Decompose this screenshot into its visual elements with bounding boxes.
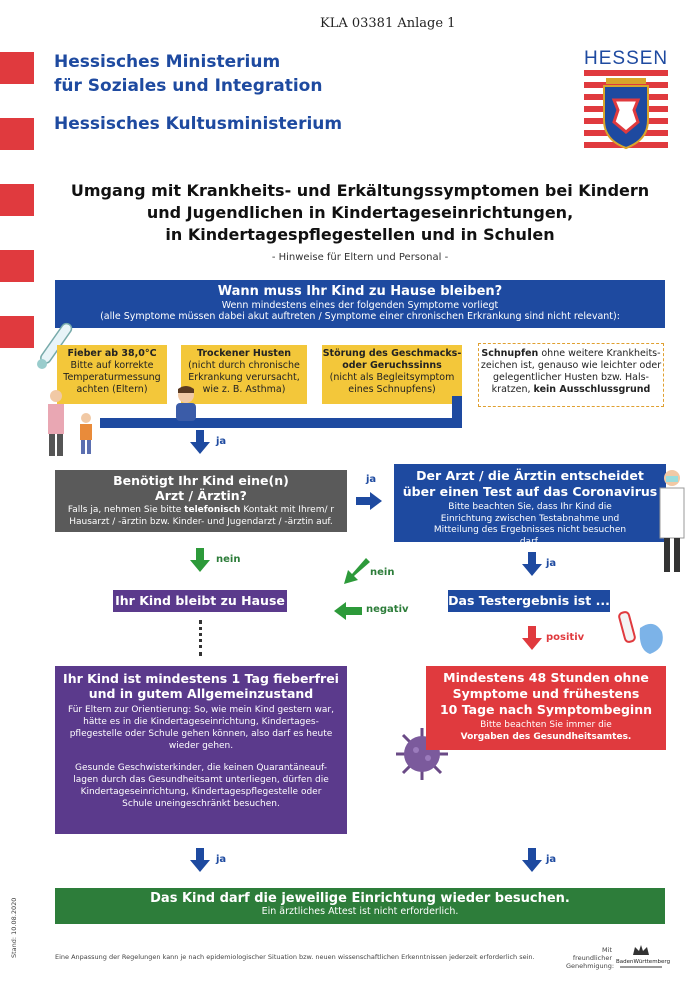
test-tube-glove-icon <box>618 608 668 658</box>
approval-line2: Genehmigung: <box>566 962 615 970</box>
arrow-diagonal-icon <box>344 558 370 584</box>
side-stripe <box>0 52 34 84</box>
hessen-label: HESSEN <box>584 48 669 69</box>
page-subtitle: - Hinweise für Eltern und Personal - <box>271 252 449 263</box>
doctor-question-title2: Arzt / Ärztin? <box>155 488 247 503</box>
label-negativ: negativ <box>366 604 409 615</box>
label-nein-2: nein <box>370 567 395 578</box>
symptom-cold-box <box>478 343 664 407</box>
footer-note: Eine Anpassung der Regelungen kann je nach epidemiologischer Situation bzw. neuen wissenschaftlichen Erkenntnissen jederzeit erforderlich sein. <box>55 953 535 961</box>
question-home-line2: (alle Symptome müssen dabei akut auftreten / Symptome einer chronischen Erkrankung sind nicht relevant): <box>100 311 620 322</box>
doctor-question-text-post: Kontakt mit Ihrem/ r Hausarzt / -ärztin bzw. Kinder- und Jugendarzt / -ärztin auf. <box>69 505 335 527</box>
fever-free-para1: Für Eltern zur Orientierung: So, wie mein Kind gestern war, hätte es in die Kindertageseinrichtung, Kindertages-pflegestelle oder Schule gehen können, also darf es heute wieder gehen. <box>68 705 334 751</box>
doctor-illustration-icon <box>652 466 692 576</box>
arrow-down-icon <box>522 552 542 576</box>
connector-bar <box>100 418 462 428</box>
side-stripe <box>0 316 34 348</box>
hessen-logo <box>584 48 668 154</box>
ministry-social-line2: für Soziales und Integration <box>54 76 323 96</box>
label-ja-4: ja <box>216 854 227 865</box>
label-ja-5: ja <box>546 854 557 865</box>
parent-child-illustration-icon <box>42 388 102 458</box>
coughing-child-illustration-icon <box>168 385 204 425</box>
arrow-down-icon <box>190 848 210 872</box>
positive-result-box <box>426 666 666 750</box>
doctor-question-text-bold: telefonisch <box>184 505 241 515</box>
label-ja-1: ja <box>216 436 227 447</box>
arrow-down-icon <box>522 848 542 872</box>
bw-label: BadenWürttemberg <box>616 959 671 965</box>
page-title-line3: in Kindertagespflegestellen und in Schulen <box>165 225 555 244</box>
arrow-down-icon <box>190 430 210 454</box>
doctor-decides-box <box>394 464 666 547</box>
document-reference: KLA 03381 Anlage 1 <box>320 16 456 31</box>
bw-logo <box>616 940 671 968</box>
dotted-connector <box>199 620 202 656</box>
side-stripe <box>0 118 34 150</box>
positive-title3: 10 Tage nach Symptombeginn <box>439 702 653 717</box>
arrow-down-icon <box>190 548 210 572</box>
ministry-social-line1: Hessisches Ministerium <box>54 52 281 72</box>
side-stripe <box>0 250 34 282</box>
final-sub: Ein ärztliches Attest ist nicht erforderlich. <box>261 906 459 917</box>
doctor-decides-title: Der Arzt / die Ärztin entscheidet über einen Test auf das Coronavirus <box>402 468 658 499</box>
label-positiv: positiv <box>546 632 585 643</box>
arrow-down-icon <box>522 626 542 650</box>
doctor-question-text-pre: Falls ja, nehmen Sie bitte <box>67 505 182 515</box>
side-stripe <box>0 184 34 216</box>
label-ja-2: ja <box>366 474 377 485</box>
symptom-cough-title: Trockener Husten <box>196 348 292 359</box>
arrow-right-icon <box>356 492 382 510</box>
positive-title2: Symptome und frühestens <box>452 686 640 701</box>
arrow-left-icon <box>334 602 362 620</box>
positive-text: Bitte beachten Sie immer die <box>480 720 612 730</box>
symptom-smell-text: (nicht als Begleitsymptom eines Schnupfens) <box>329 372 455 395</box>
symptom-fever-text: Bitte auf korrekte Temperaturmessung achten (Eltern) <box>63 360 161 395</box>
question-home-title: Wann muss Ihr Kind zu Hause bleiben? <box>217 284 503 299</box>
ministry-education: Hessisches Kultusministerium <box>54 114 343 134</box>
approval-line1: Mit freundlicher <box>572 946 612 962</box>
doctor-decides-text: Bitte beachten Sie, dass Ihr Kind die Einrichtung zwischen Testabnahme und Mitteilung des Ergebnisses nicht besuchen darf. <box>433 502 627 547</box>
page-title-line1: Umgang mit Krankheits- und Erkältungssymptomen bei Kindern <box>70 181 650 200</box>
test-result-box: Das Testergebnis ist ... <box>448 590 610 612</box>
fever-free-title2: und in gutem Allgemeinzustand <box>88 686 314 701</box>
positive-text-bold: Vorgaben des Gesundheitsamtes. <box>460 732 632 742</box>
symptom-cold-text: ohne weitere Krankheits-zeichen ist, genauso wie leichter oder gelegentlicher Husten bzw. Hals-kratzen, <box>480 348 662 395</box>
positive-title1: Mindestens 48 Stunden ohne <box>443 670 649 685</box>
final-box <box>55 888 665 924</box>
symptom-cold-end: kein Ausschlussgrund <box>533 384 651 395</box>
doctor-question-box <box>55 470 347 532</box>
doctor-question-title1: Benötigt Ihr Kind eine(n) <box>113 473 289 488</box>
stand-date: Stand: 10.08.2020 <box>10 897 18 958</box>
symptom-cough-text: (nicht durch chronische Erkrankung verursacht, wie z. B. Asthma) <box>188 360 300 395</box>
page-title <box>40 180 680 246</box>
doctor-question-text <box>55 504 347 528</box>
symptom-smell-box <box>322 345 462 404</box>
bw-underline <box>620 966 662 968</box>
connector-bar-right <box>452 396 462 428</box>
label-nein-1: nein <box>216 554 241 565</box>
label-ja-3: ja <box>546 558 557 569</box>
page-title-line2: und Jugendlichen in Kindertageseinrichtungen, <box>146 203 574 222</box>
question-home-box <box>55 280 665 328</box>
question-home-line1: Wenn mindestens eines der folgenden Symptome vorliegt <box>221 300 499 311</box>
fever-free-para2: Gesunde Geschwisterkinder, die keinen Quarantäneauf-lagen durch das Gesundheitsamt unterliegen, dürfen die Kindertageseinrichtung, Kindertagespflegestelle oder Schule uneingeschränkt besuchen. <box>73 763 329 809</box>
fever-free-title1: Ihr Kind ist mindestens 1 Tag fieberfrei <box>63 671 339 686</box>
bw-crest-icon <box>631 945 651 955</box>
ministry-social <box>54 50 322 98</box>
fever-free-box <box>55 666 347 834</box>
symptom-fever-title: Fieber ab 38,0°C <box>67 348 157 359</box>
symptom-cold-bold: Schnupfen <box>481 348 539 359</box>
hessen-coat-of-arms-icon <box>584 70 668 154</box>
stays-home-box: Ihr Kind bleibt zu Hause <box>113 590 287 612</box>
final-title: Das Kind darf die jeweilige Einrichtung wieder besuchen. <box>150 891 570 906</box>
symptom-smell-title: Störung des Geschmacks- oder Geruchssinns <box>322 348 462 371</box>
approval-text <box>566 946 615 970</box>
